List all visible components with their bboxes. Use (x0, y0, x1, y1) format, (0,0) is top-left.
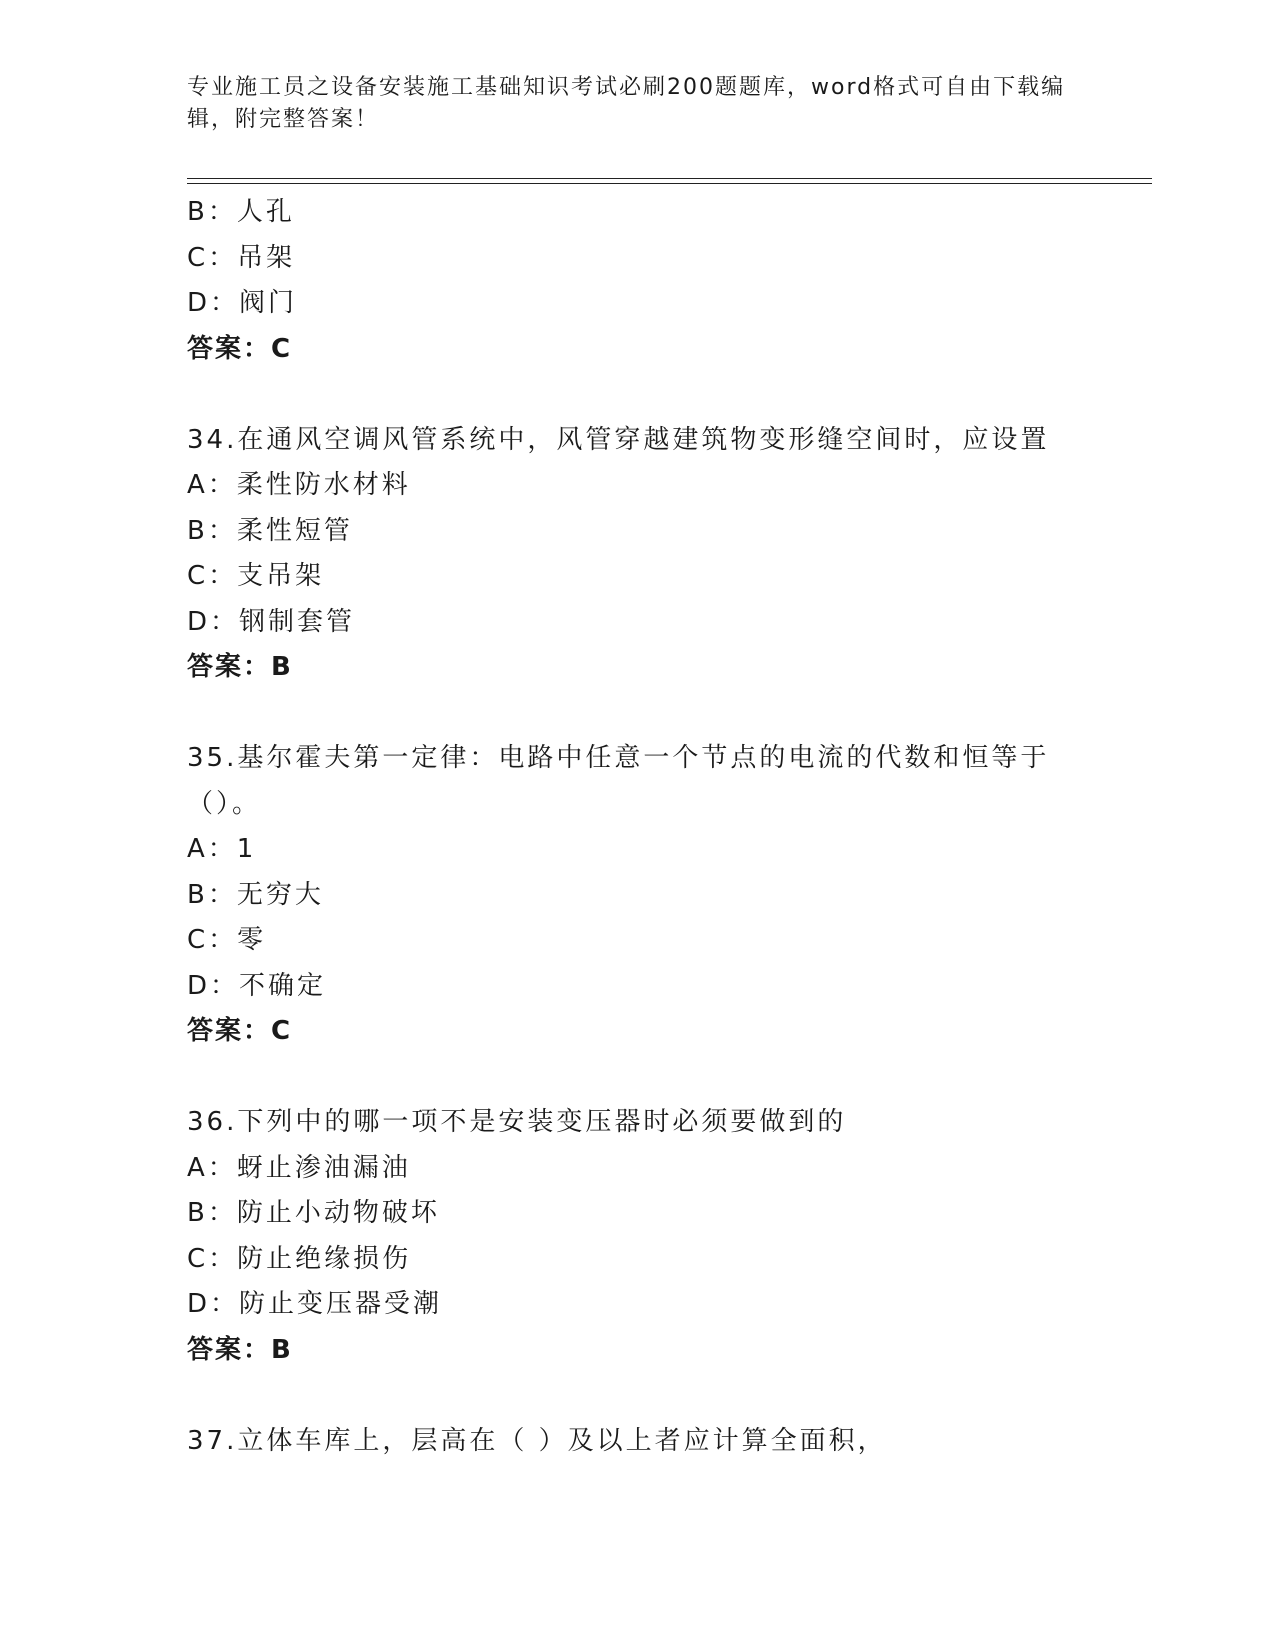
option-b: B：无穷大 (187, 879, 324, 910)
document-header (187, 72, 1067, 136)
spacer (187, 1055, 1087, 1101)
document-title: 专业施工员之设备安装施工基础知识考试必刷200题题库，word格式可自由下载编辑，附完整答案！ (187, 75, 1066, 132)
question-stem (187, 418, 1087, 464)
question-stem (187, 1419, 1087, 1465)
header-double-rule (187, 178, 1152, 184)
option-a: A：蚜止渗油漏油 (187, 1152, 411, 1183)
option-d: D：阀门 (187, 288, 298, 318)
question-number: 34. (187, 424, 238, 455)
question-block (187, 190, 1087, 372)
question-text: 基尔霍夫第一定律：电路中任意一个节点的电流的代数和恒等于（）。 (187, 743, 1050, 819)
question-block (187, 1100, 1087, 1373)
option-c: C：吊架 (187, 242, 296, 273)
option-c: C：支吊架 (187, 561, 325, 591)
spacer (187, 372, 1087, 418)
question-number: 37. (187, 1425, 238, 1456)
question-text: 立体车库上，层高在（ ）及以上者应计算全面积， (237, 1425, 887, 1456)
answer-line: 答案：C (187, 333, 293, 364)
spacer (187, 691, 1087, 737)
question-number: 35. (187, 743, 238, 773)
question-stem (187, 1100, 1087, 1146)
option-d: D：钢制套管 (187, 606, 356, 637)
question-text: 下列中的哪一项不是安装变压器时必须要做到的 (237, 1107, 847, 1137)
option-a: A：柔性防水材料 (187, 470, 411, 500)
option-d: D：不确定 (187, 970, 327, 1001)
option-b: B：防止小动物破坏 (187, 1198, 440, 1228)
question-block (187, 418, 1087, 691)
question-list (187, 190, 1087, 1464)
answer-line: 答案：B (187, 652, 293, 682)
answer-line: 答案：C (187, 1016, 293, 1046)
question-block (187, 736, 1087, 1055)
option-b: B：人孔 (187, 197, 295, 227)
question-stem (187, 736, 1067, 827)
spacer (187, 1373, 1087, 1419)
option-d: D：防止变压器受潮 (187, 1289, 443, 1319)
question-number: 36. (187, 1107, 238, 1137)
question-text: 在通风空调风管系统中，风管穿越建筑物变形缝空间时，应设置 (237, 424, 1050, 455)
option-b: B：柔性短管 (187, 515, 353, 546)
option-c: C：零 (187, 925, 267, 955)
option-a: A：1 (187, 834, 257, 864)
option-c: C：防止绝缘损伤 (187, 1243, 412, 1274)
answer-line: 答案：B (187, 1334, 293, 1365)
question-block (187, 1419, 1087, 1465)
